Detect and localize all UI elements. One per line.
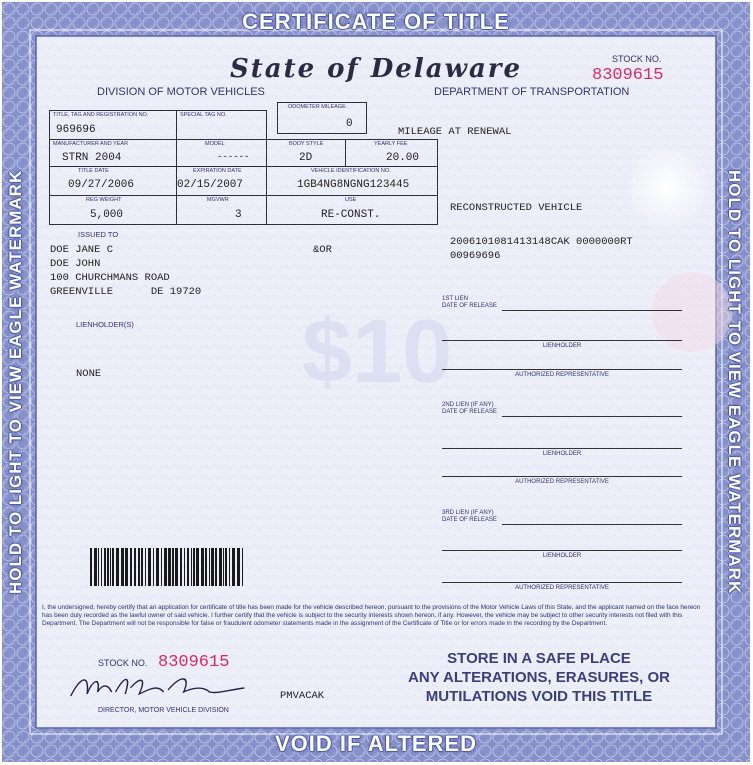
vehicle-brand: RECONSTRUCTED VEHICLE [450,202,583,214]
title-date-cell [49,166,177,196]
barcode-bar [148,548,151,586]
lienholders-value: NONE [76,368,102,380]
odometer-cell [277,102,367,134]
notice-line-1: STORE IN A SAFE PLACE [447,650,631,667]
stock-label: STOCK NO. [612,54,662,64]
barcode-bar [242,548,243,586]
lien-1-title: 1ST LIEN [442,296,468,302]
owner-line-2: DOE JOHN [50,258,101,270]
barcode-bar [156,548,159,586]
barcode-bar [98,548,99,586]
border-right-watermark-text: HOLD TO LIGHT TO VIEW EAGLE WATERMARK [725,169,744,595]
barcode-bar [168,548,171,586]
barcode-bar [201,548,204,586]
border-title: CERTIFICATE OF TITLE [242,9,510,34]
barcode-bar [130,548,132,586]
expiration-label: EXPIRATION DATE [193,168,242,174]
stock-number: 8309615 [592,66,664,85]
reference-line-1: 2006101081413148CAK 0000000RT [450,236,633,248]
use-label: USE [345,197,357,203]
barcode-bar [205,548,207,586]
expiration-value: 02/15/2007 [177,179,244,191]
lien-3-holder-line [442,550,682,551]
border-void-text: VOID IF ALTERED [275,731,477,756]
barcode [88,546,248,588]
manufacturer-label: MANUFACTURER AND YEAR [53,141,129,147]
lien-1-rep-line [442,369,682,370]
title-date-value: 09/27/2006 [68,179,135,191]
barcode-bar [187,548,189,586]
use-cell [266,195,438,225]
lien-2-rep-label: AUTHORIZED REPRESENTATIVE [515,479,609,485]
barcode-bar [153,548,154,586]
title-date-label: TITLE DATE [78,168,109,174]
body-style-value: 2D [299,152,313,164]
barcode-bar [110,548,111,586]
vin-cell [266,166,438,196]
barcode-bar [232,548,235,586]
lien-2-holder-line [442,448,682,449]
barcode-bar [223,548,224,586]
special-tag-cell [176,110,267,140]
title-tag-value: 969696 [56,124,96,136]
certification-text: I, the undersigned, hereby certify that an application for certificate of title has been made for the vehicle described hereon, pursuant to the provisions of the Motor Vehicle Laws of this State, and the applicant named on the face hereon has been duly recorded as the lawful owner of said vehicle. I further certify that the vehicle is subject to the security interests shown hereon, if any. However, the vehicle may be subject to other security interests not filed with this Department. The Department will not be responsible for false or fraudulent odometer statements made in the assignment of the Certificate of Title or for errors made in the recording by the Department. [42,604,701,627]
lien-2-date-label: DATE OF RELEASE [442,409,497,415]
signature-scribble [65,670,252,704]
use-value: RE-CONST. [321,209,381,221]
barcode-bar [101,548,102,586]
barcode-bar [191,548,192,586]
lien-3-holder-label: LIENHOLDER [542,553,582,559]
title-tag-label: TITLE, TAG AND REGISTRATION NO. [53,112,149,118]
lien-2-holder-label: LIENHOLDER [542,451,582,457]
body-style-cell [266,139,346,167]
lien-2-title: 2ND LIEN (IF ANY) [442,402,494,408]
reg-weight-value: 5,000 [90,209,124,221]
model-cell [176,139,267,167]
barcode-bar [94,548,97,586]
barcode-bar [121,548,124,586]
reference-line-2: 00969696 [450,250,501,262]
state-title: State of Delaware [229,54,523,84]
barcode-bar [184,548,185,586]
yearly-fee-cell [345,139,438,167]
lien-1-rep-label: AUTHORIZED REPRESENTATIVE [515,372,609,378]
vin-label: VEHICLE IDENTIFICATION NO. [311,168,391,174]
notice-line-2: ANY ALTERATIONS, ERASURES, OR [408,669,670,686]
certificate-of-title [2,2,750,762]
manufacturer-cell [49,139,177,167]
lien-3-date-label: DATE OF RELEASE [442,517,497,523]
issued-to-label: ISSUED TO [78,230,119,239]
vin-value: 1GB4NG8NGNG123445 [297,179,410,191]
barcode-bar [90,548,92,586]
pmv-code: PMVACAK [280,690,325,702]
lien-1-date-line [502,310,682,311]
division-name: DIVISION OF MOTOR VEHICLES [97,86,265,98]
barcode-bar [196,548,199,586]
owner-line-1: DOE JANE C [50,244,114,256]
barcode-bar [215,548,217,586]
lien-1-holder-line [442,340,682,341]
director-title: DIRECTOR, MOTOR VEHICLE DIVISION [98,707,229,714]
reg-weight-cell [49,195,177,225]
lien-1-date-label: DATE OF RELEASE [442,303,497,309]
model-value: ------ [217,152,250,162]
and-or-text: &OR [313,244,332,256]
model-label: MODEL [205,141,225,147]
barcode-bar [134,548,136,586]
lienholders-label: LIENHOLDER(S) [76,320,134,329]
department-name: DEPARTMENT OF TRANSPORTATION [434,86,630,98]
manufacturer-value: STRN 2004 [62,152,122,164]
title-tag-cell [49,110,177,140]
lien-3-title: 3RD LIEN (IF ANY) [442,510,494,516]
barcode-bar [112,548,114,586]
lien-3-rep-label: AUTHORIZED REPRESENTATIVE [515,585,609,591]
footer-stock-label: STOCK NO. [98,658,148,668]
special-tag-label: SPECIAL TAG NO. [180,112,227,118]
barcode-bar [219,548,222,586]
owner-address: 100 CHURCHMANS ROAD [50,272,170,284]
barcode-bar [145,548,146,586]
svg-text:$10: $10 [302,302,453,402]
lien-3-date-line [502,524,682,525]
lien-1-holder-label: LIENHOLDER [542,343,582,349]
notice-line-3: MUTILATIONS VOID THIS TITLE [425,688,653,705]
odometer-label: ODOMETER MILEAGE [288,104,346,110]
footer-stock-number: 8309615 [158,653,230,672]
mgvwr-cell [176,195,267,225]
barcode-bar [107,548,109,586]
border-left-watermark-text: HOLD TO LIGHT TO VIEW EAGLE WATERMARK [6,169,25,595]
mileage-at-renewal: MILEAGE AT RENEWAL [398,126,512,138]
barcode-bar [161,548,162,586]
barcode-bar [141,548,143,586]
odometer-value: 0 [346,118,353,130]
lien-3-rep-line [442,582,682,583]
expiration-cell [176,166,267,196]
barcode-bar [225,548,227,586]
mgvwr-label: MGVWR [207,197,229,203]
barcode-bar [229,548,230,586]
barcode-bar [180,548,182,586]
barcode-bar [164,548,167,586]
lien-2-rep-line [442,476,682,477]
barcode-bar [237,548,240,586]
lien-2-date-line [502,416,682,417]
barcode-bar [209,548,210,586]
barcode-bar [116,548,119,586]
reg-weight-label: REG WEIGHT [86,197,122,203]
barcode-bar [211,548,214,586]
director-signature [64,670,253,710]
body-style-label: BODY STYLE [289,141,324,147]
yearly-fee-label: YEARLY FEE [374,141,408,147]
owner-city-state-zip: GREENVILLE DE 19720 [50,286,202,298]
barcode-bar [172,548,174,586]
barcode-bar [175,548,178,586]
mgvwr-value: 3 [235,209,242,221]
barcode-bar [138,548,140,586]
barcode-bar [104,548,106,586]
barcode-bar [125,548,128,586]
barcode-bar [193,548,195,586]
yearly-fee-value: 20.00 [386,152,420,164]
